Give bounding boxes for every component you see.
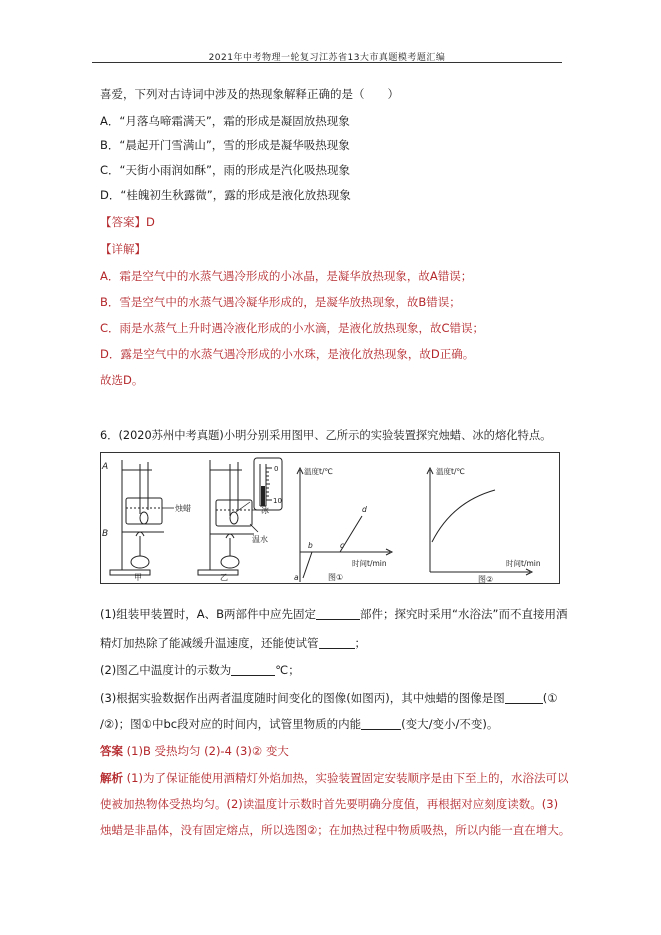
q6-sub3-text-d: (变大/变小/不变)。 xyxy=(401,717,499,731)
graph1-xlabel: 时间t/min xyxy=(352,559,387,568)
graph1-point-c: c xyxy=(340,541,345,550)
graph1-point-a: a xyxy=(294,573,299,582)
graph1-point-d: d xyxy=(362,505,367,514)
q6-analysis-line3: 烛蜡是非晶体，没有固定熔点，所以选图②；在加热过程中物质吸热，所以内能一直在增大。 xyxy=(100,823,571,837)
header-divider xyxy=(92,62,562,63)
q6-answer xyxy=(100,743,289,759)
q6-sub1-text-b: 部件；探究时采用“水浴法”而不直接用酒 xyxy=(360,607,568,621)
q6-sub2-blank[interactable] xyxy=(231,663,275,676)
q6-sub3-line1 xyxy=(100,690,558,706)
label-a: A xyxy=(102,462,109,472)
q6-sub3-text-c: /②)；图①中bc段对应的时间内，试管里物质的内能 xyxy=(100,717,362,731)
q5-option-b: B．“晨起开门雪满山”，雪的形成是凝华吸热现象 xyxy=(100,138,350,152)
q5-option-c: C．“天街小雨润如酥”，雨的形成是汽化吸热现象 xyxy=(100,163,350,177)
q6-stem: 6．(2020苏州中考真题)小明分别采用图甲、乙所示的实验装置探究烛蜡、冰的熔化特点。 xyxy=(100,429,552,442)
q6-sub3-text-a: (3)根据实验数据作出两者温度随时间变化的图像(如图丙)，其中烛蜡的图像是图 xyxy=(100,691,505,705)
q6-sub3-line2 xyxy=(100,716,498,732)
q6-analysis-label: 解析 xyxy=(100,771,123,785)
q6-analysis-text-1: (1)为了保证能使用酒精灯外焰加热，实验装置固定安装顺序是由下至上的，水浴法可以 xyxy=(126,771,569,785)
jia-caption: 甲 xyxy=(134,573,142,582)
q6-sub3-text-b: (① xyxy=(542,691,558,705)
q5-answer: 【答案】D xyxy=(100,215,155,229)
q5-option-d: D．“桂魄初生秋露微”，露的形成是液化放热现象 xyxy=(100,188,351,202)
q5-option-a: A．“月落乌啼霜满天”，霜的形成是凝固放热现象 xyxy=(100,114,350,128)
q6-answer-text: (1)B 受热均匀 (2)-4 (3)② 变大 xyxy=(126,744,289,758)
page-header: 2021年中考物理一轮复习江苏省13大市真题模考题汇编 xyxy=(208,53,446,63)
yi-caption: 乙 xyxy=(220,573,228,582)
q5-detail-d: D．露是空气中的水蒸气遇冷形成的小水珠，是液化放热现象，故D正确。 xyxy=(100,347,475,361)
q6-sub1-line2 xyxy=(100,635,366,651)
q6-analysis-line2: 使被加热物体受热均匀。(2)读温度计示数时首先要明确分度值，再根据对应刻度读数。(3) xyxy=(100,797,559,811)
graph2-caption: 图② xyxy=(478,575,494,584)
thermo-ten: 10 xyxy=(273,497,282,505)
q6-analysis-line1 xyxy=(100,770,568,786)
graph2-xlabel: 时间t/min xyxy=(506,559,541,568)
q5-detail-a: A．霜是空气中的水蒸气遇冷形成的小冰晶，是凝华放热现象，故A错误； xyxy=(100,269,473,283)
q5-detail-b: B．雪是空气中的水蒸气遇冷凝华形成的，是凝华放热现象，故B错误； xyxy=(100,295,461,309)
apparatus-jia xyxy=(110,460,164,575)
graph1-point-b: b xyxy=(308,541,313,550)
q6-sub3-blank-1[interactable] xyxy=(505,691,543,704)
water-label: 温水 xyxy=(252,535,268,544)
q5-detail-c: C．雨是水蒸气上升时遇冷液化形成的小水滴，是液化放热现象，故C错误； xyxy=(100,321,485,335)
experiment-figure xyxy=(100,452,560,584)
q6-answer-label: 答案 xyxy=(100,744,123,758)
q6-sub2-text-b: ℃； xyxy=(275,663,300,677)
apparatus-yi xyxy=(198,460,254,575)
q6-sub1-text-a: (1)组装甲装置时，A、B两部件中应先固定 xyxy=(100,607,317,621)
water-pointer xyxy=(250,524,258,532)
q5-conclusion: 故选D。 xyxy=(100,373,144,387)
candle-label: 烛蜡 xyxy=(175,504,191,513)
graph1-ylabel: 温度t/℃ xyxy=(304,467,333,476)
q6-sub1-blank-1[interactable] xyxy=(316,607,360,620)
label-b: B xyxy=(102,529,109,539)
ice-label: 冰 xyxy=(261,506,269,515)
q6-sub1-blank-2[interactable] xyxy=(319,636,355,649)
q6-sub2-text-a: (2)图乙中温度计的示数为 xyxy=(100,663,232,677)
q6-sub1-text-c: 精灯加热除了能减缓升温速度，还能使试管 xyxy=(100,636,319,650)
thermo-zero: 0 xyxy=(274,465,279,473)
q6-sub2 xyxy=(100,662,300,678)
q6-sub3-blank-2[interactable] xyxy=(361,717,401,730)
q6-sub1-line1 xyxy=(100,606,567,622)
q5-detail-label: 【详解】 xyxy=(100,242,146,256)
q6-sub1-text-d: ； xyxy=(354,636,366,650)
q5-stem: 喜爱，下列对古诗词中涉及的热现象解释正确的是（ ） xyxy=(100,87,399,101)
graph2-ylabel: 温度t/℃ xyxy=(436,467,465,476)
graph1-caption: 图① xyxy=(328,573,344,582)
